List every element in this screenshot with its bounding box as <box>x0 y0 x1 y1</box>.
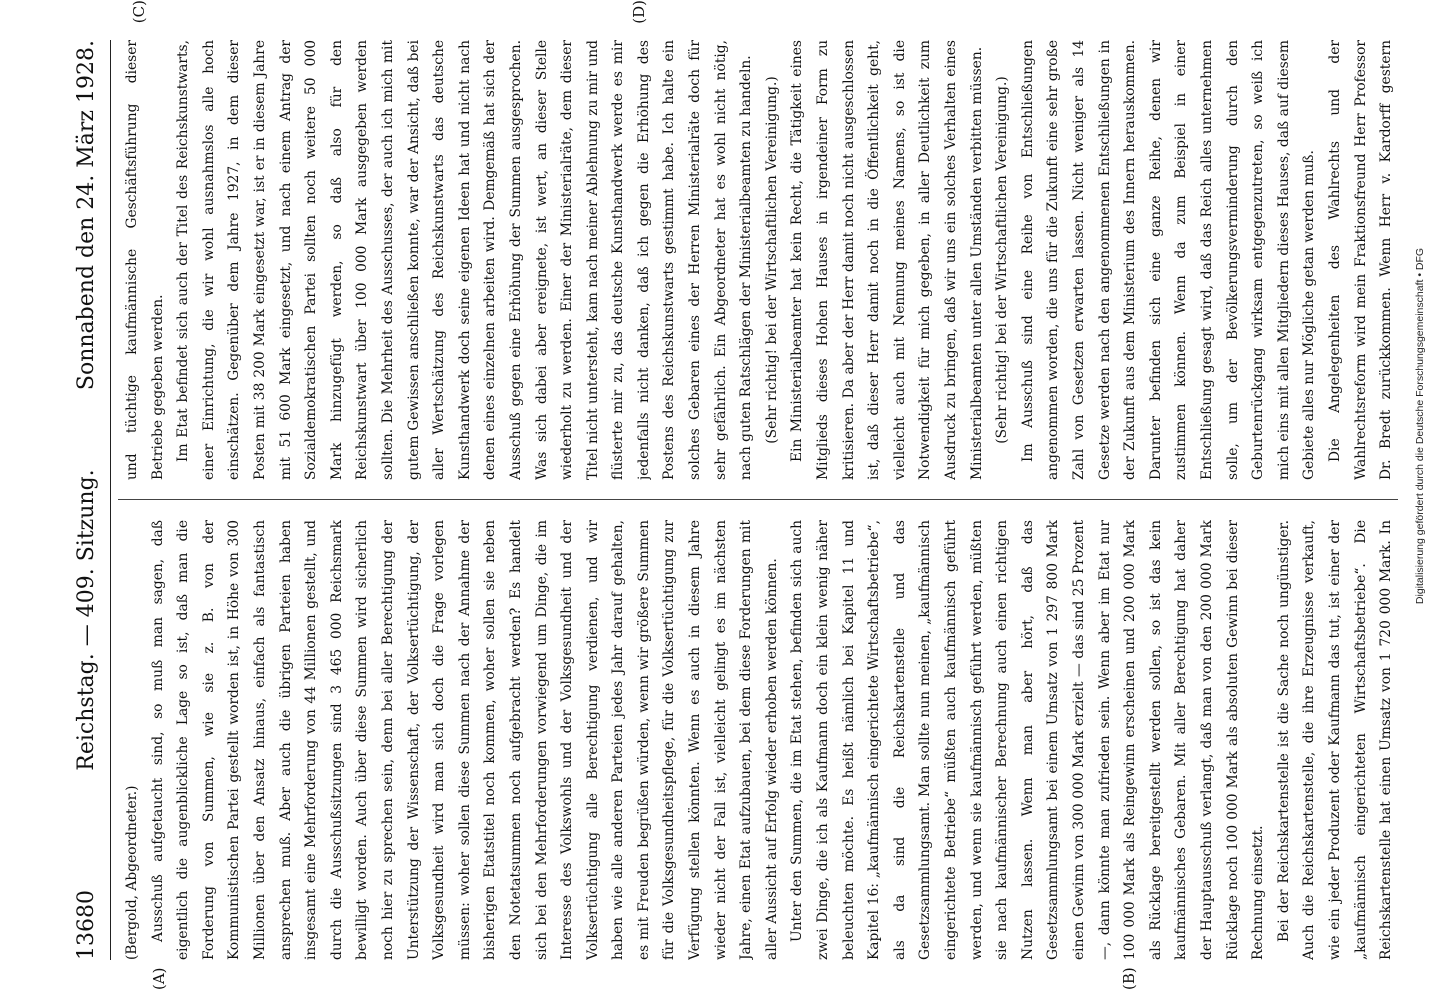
page-header <box>70 40 111 960</box>
right-text-column <box>120 40 1400 480</box>
dfg-credit-text: Digitalisierung gefördert durch die Deutsche Forschungsgemeinschaft • DFG <box>1414 247 1426 605</box>
session-title: Reichstag. — 409. Sitzung. <box>74 469 99 771</box>
column-divider <box>118 499 1398 500</box>
paragraph: Die Angelegenheiten des Wahlrechts und der Wahlrechtsreform wird mein Fraktionsfreund Herr Professor Dr. Bredt zurückkommen. Wenn Herr v. Kardorff gestern <box>1326 40 1395 480</box>
paragraph: Ausschuß aufgetaucht sind, so muß man sagen, daß eigentlich die augenblickliche Lage so ist, daß man die Forderung von Summen, wie sie z. B. von der Kommunistischen Partei gestellt worden ist, in Höhe von 300 Millionen über den Ansatz hinaus, einfach als fantastisch ansprechen muß. Aber auch die übrigen Parteien haben insgesamt eine Mehrforderung von 44 Millionen gestellt, und durch die Ausschußsitzungen sind 3 465 000 Reichsmark bewilligt worden. Auch über diese Summen wird sicherlich noch hier zu sprechen sein, denn bei aller Berechtigung der Unterstützung der Wissenschaft, der Volksertüchtigung, der Volksgesundheit wird man sich doch die Frage vorlegen müssen: woher sollen diese Summen nach der Annahme der bisherigen Etatstitel noch kommen, woher sollen sie neben den Notetatsummen noch aufgebracht werden? Es handelt sich bei den Mehrforderungen vorwiegend um Dinge, die im Interesse des Volkswohls und der Volksgesundheit und der Volksertüchtigung alle Berechtigung verdienen, und wir haben wie alle anderen Parteien jedes Jahr darauf gehalten, es mit Freuden begrüßen würden, wenn wir größere Summen für die Volksgesundheitspflege, für die Volksertüchtigung zur Verfügung stellen könnten. Wenn es auch in diesem Jahre wieder nicht der Fall ist, vielleicht gelingt es im nächsten Jahre, einen Etat aufzubauen, bei dem diese Forderungen mit aller Aussicht auf Erfolg wieder erhoben werden können. <box>149 520 780 960</box>
paragraph: und tüchtige kaufmännische Geschäftsführung dieser Betriebe gegeben werden. <box>124 40 166 480</box>
page-number: 13680 <box>74 890 99 960</box>
left-text-column <box>120 520 1400 960</box>
interjection: (Sehr richtig! bei der Wirtschaftlichen Vereinigung.) <box>763 76 780 444</box>
margin-mark-b: (B) <box>1120 967 1138 990</box>
paragraph: Unter den Summen, die im Etat stehen, befinden sich auch zwei Dinge, die ich als Kaufmann doch ein klein wenig näher beleuchten möchte. Es heißt nämlich bei Kapitel 11 und Kapitel 16: „kaufmännisch eingerichtete Wirtschaftsbetriebe“, als da sind die Reichskartenstelle und das Gesetzsammlungsamt. Man sollte nun meinen, „kaufmännisch eingerichtete Betriebe“ müßten auch kaufmännisch geführt werden, und wenn sie kaufmännisch geführt werden, müßten sie nach kaufmännischer Berechnung auch einen richtigen Nutzen lassen. Wenn man aber hört, daß das Gesetzsammlungsamt bei einem Umsatz von 1 297 800 Mark einen Gewinn von 300 000 Mark erzielt — das sind 25 Prozent —, dann könnte man zufrieden sein. Wenn aber im Etat nur 100 000 Mark als Reingewinn erscheinen und 200 000 Mark als Rücklage bereitgestellt werden sollen, so ist das kein kaufmännisches Gebaren. Mit aller Berechtigung hat daher der Hauptausschuß verlangt, daß man von den 200 000 Mark Rücklage noch 100 000 Mark als absoluten Gewinn bei dieser Rechnung einsetzt. <box>789 520 1267 960</box>
interjection: (Sehr richtig! bei der Wirtschaftlichen Vereinigung.) <box>994 76 1011 444</box>
session-date: Sonnabend den 24. März 1928. <box>74 40 99 391</box>
speaker-label: (Bergold, Abgeordneter.) <box>124 785 140 960</box>
paragraph: Ein Ministerialbeamter hat kein Recht, die Tätigkeit eines Mitglieds dieses Hohen Hauses in irgendeiner Form zu kritisieren. Da aber der Herr damit noch nicht ausgeschlossen ist, daß dieser Herr damit noch in die Öffentlichkeit geht, vielleicht auch mit Nennung meines Namens, so ist die Notwendigkeit für mich gegeben, in aller Deutlichkeit zum Ausdruck zu bringen, daß wir uns ein solches Verhalten eines Ministerialbeamten unter allen Umständen verbitten müssen. <box>789 40 985 480</box>
dfg-sidebar <box>1400 0 1434 1000</box>
paragraph: Im Ausschuß sind eine Reihe von Entschließungen angenommen worden, die uns für die Zukunft eine sehr große Zahl von Gesetzen erwarten lassen. Nicht weniger als 14 Gesetze werden nach den angenommenen Entschließungen in der Zukunft aus dem Ministerium des Innern herauskommen. Darunter befinden sich eine ganze Reihe, denen wir zustimmen können. Wenn da zum Beispiel in einer Entschließung gesagt wird, daß das Reich alles unternehmen solle, um der Bevölkerungsverminderung durch den Geburtenrückgang wirksam entgegenzutreten, so weiß ich mich eins mit allen Mitgliedern dieses Hauses, daß auf diesem Gebiete alles nur Mögliche getan werden muß. <box>1019 40 1318 480</box>
margin-mark-c: (C) <box>130 0 148 24</box>
margin-mark-d: (D) <box>630 0 648 24</box>
paragraph: Bei der Reichskartenstelle ist die Sache noch ungünstiger. Auch die Reichskartenstelle, die ihre Erzeugnisse verkauft, wie ein jeder Produzent oder Kaufmann das tut, ist einer der „kaufmännisch eingerichteten Wirtschaftsbetriebe“. Die Reichskartenstelle hat einen Umsatz von 1 720 000 Mark. In <box>1275 520 1395 960</box>
rotated-document-sheet <box>70 0 1410 990</box>
margin-mark-a: (A) <box>150 967 168 990</box>
paragraph: Im Etat befindet sich auch der Titel des Reichskunstwarts, einer Einrichtung, die wir wohl ausnahmslos alle hoch einschätzen. Gegenüber dem Jahre 1927, in dem dieser Posten mit 38 200 Mark eingesetzt war, ist er in diesem Jahre mit 51 600 Mark eingesetzt, und nach einem Antrag der Sozialdemokratischen Partei sollten noch weitere 50 000 Mark hinzugefügt werden, so daß also für den Reichskunstwart über 100 000 Mark ausgegeben werden sollten. Die Mehrheit des Ausschusses, der auch ich mich mit gutem Gewissen anschließen konnte, war der Ansicht, daß bei aller Wertschätzung des Reichskunstwarts das deutsche Kunsthandwerk doch seine eigenen Ideen hat und nicht nach denen eines einzelnen arbeiten wird. Demgemäß hat sich der Ausschuß gegen eine Erhöhung der Summen ausgesprochen. Was sich dabei aber ereignete, ist wert, an dieser Stelle wiederholt zu werden. Einer der Ministerialräte, dem dieser Titel nicht untersteht, kam nach meiner Ablehnung zu mir und flüsterte mir zu, das deutsche Kunsthandwerk werde es mir jedenfalls nicht danken, daß ich gegen die Erhöhung des Postens des Reichskunstwarts gestimmt habe. Ich halte ein solches Gebaren eines der Herren Ministerialräte doch für sehr gefährlich. Ein Abgeordneter hat es wohl nicht nötig, nach guten Ratschlägen der Ministerialbeamten zu handeln. <box>175 40 755 480</box>
